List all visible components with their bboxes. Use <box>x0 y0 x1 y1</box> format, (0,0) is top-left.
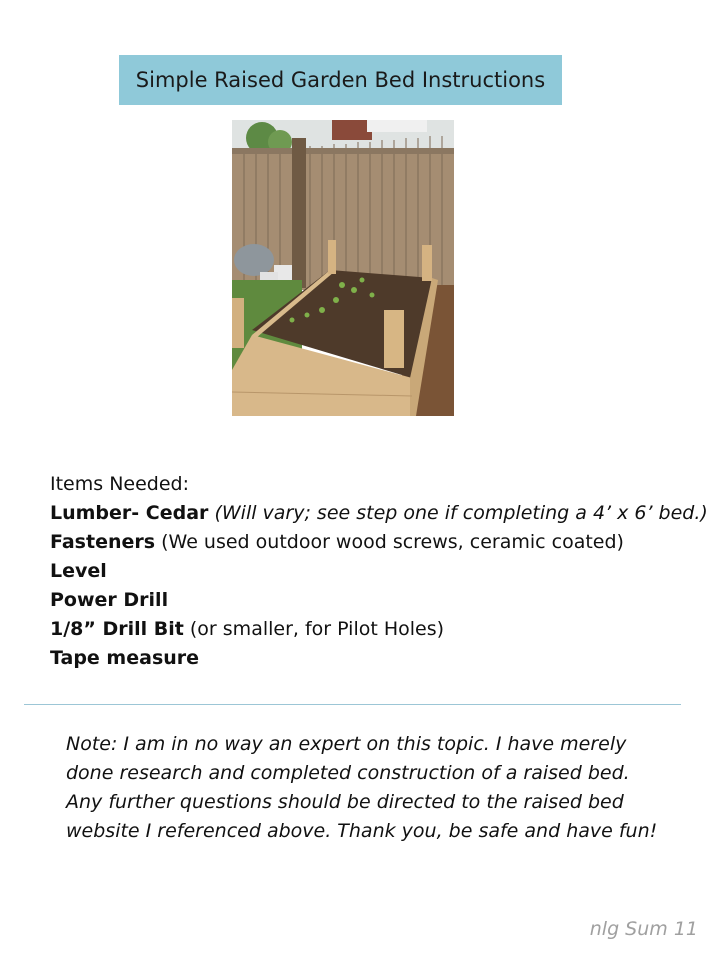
list-item: Lumber- Cedar (Will vary; see step one if completing a 4’ x 6’ bed.) <box>50 502 708 524</box>
list-item: Fasteners (We used outdoor wood screws, ceramic coated) <box>50 531 624 553</box>
disclaimer-note: Note: I am in no way an expert on this topic. I have merely done research and completed construction of a raised bed. Any further questions should be directed to the raised bed website I referenced above. Thank you, be safe and have fun! <box>66 733 658 842</box>
divider <box>24 704 681 705</box>
page-title-text: Simple Raised Garden Bed Instructions <box>135 68 546 92</box>
list-item: Power Drill <box>50 589 169 611</box>
page-title <box>119 55 562 105</box>
list-item: Tape measure <box>50 647 200 669</box>
list-item: 1/8” Drill Bit (or smaller, for Pilot Holes) <box>50 618 445 640</box>
items-needed <box>50 470 710 673</box>
list-item: Level <box>50 560 107 582</box>
items-heading: Items Needed: <box>50 473 189 495</box>
raised-bed-photo <box>232 120 454 416</box>
footer-credit: nlg Sum 11 <box>589 918 698 940</box>
